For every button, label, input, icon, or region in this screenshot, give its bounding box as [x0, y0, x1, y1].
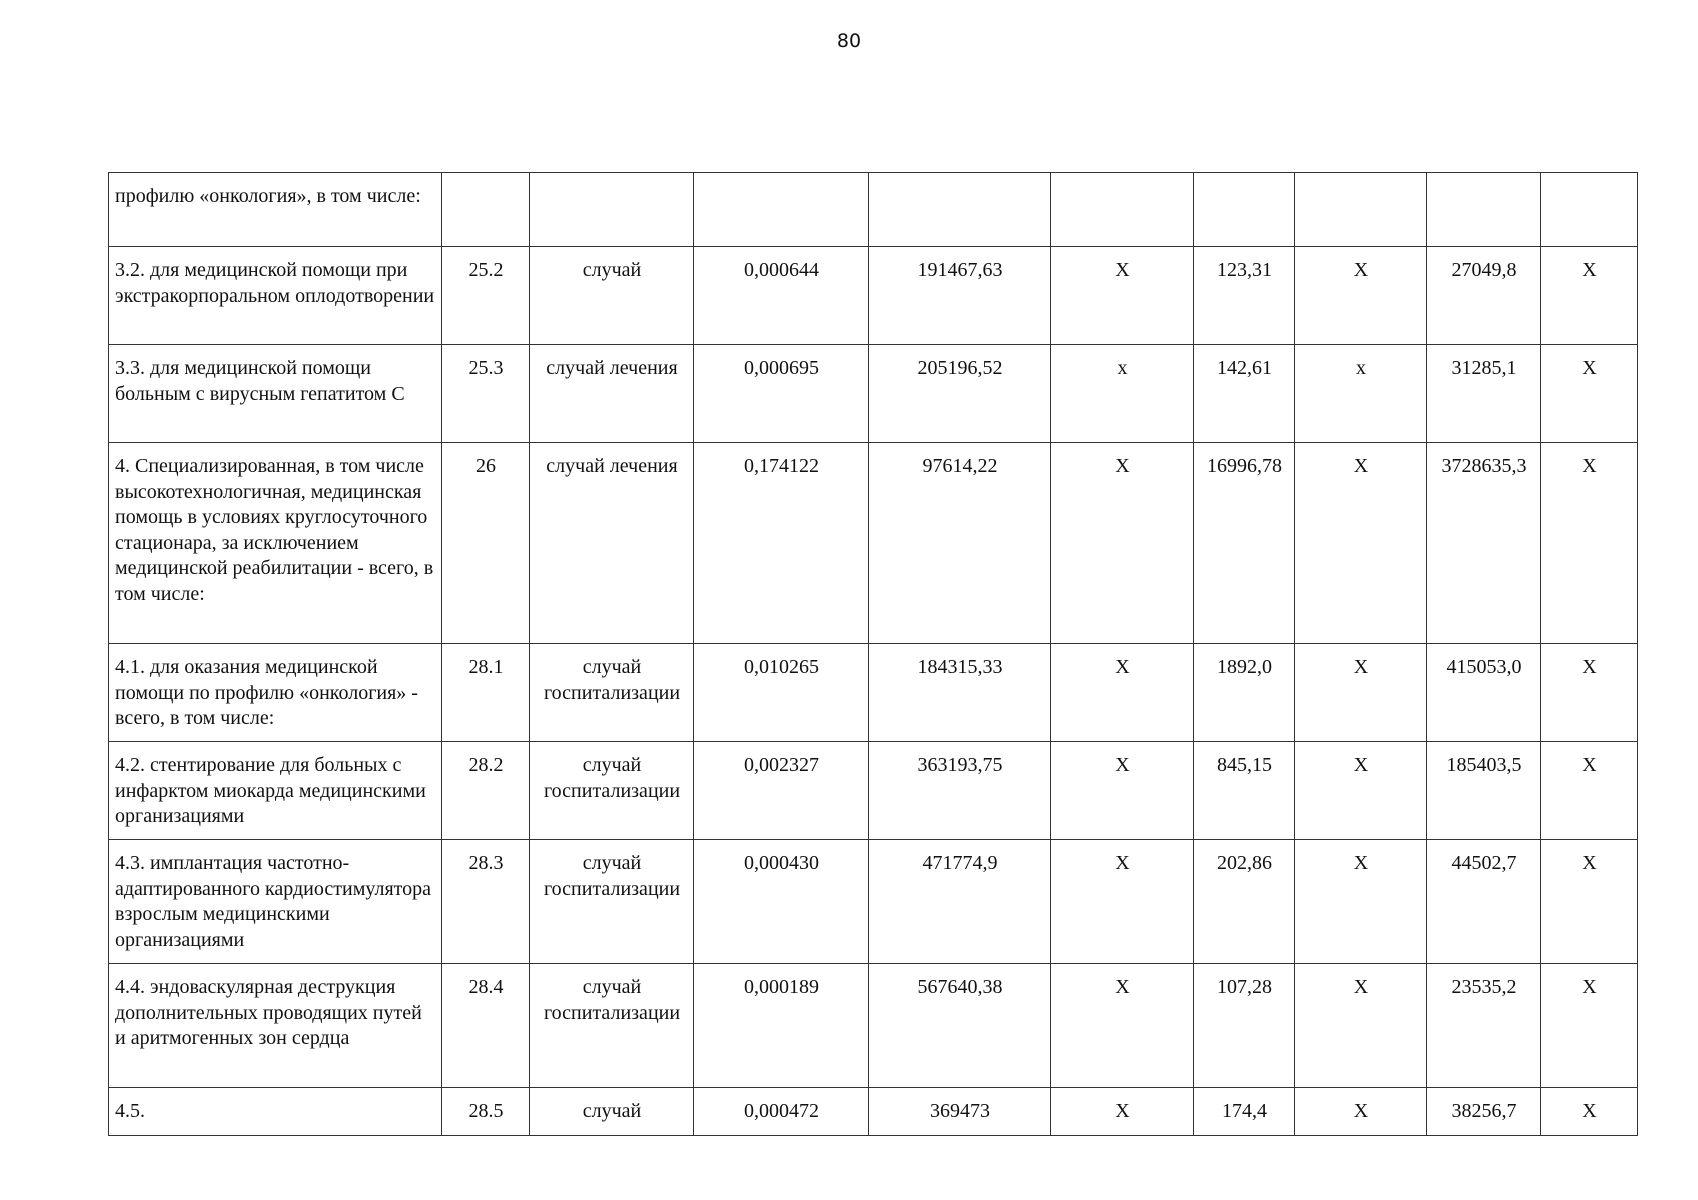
- row-description: 4.4. эндоваскулярная деструкция дополнительных проводящих путей и аритмогенных зон сердца: [109, 964, 442, 1088]
- row-norm: [694, 173, 869, 247]
- row-code: 28.2: [442, 742, 530, 840]
- row-code: 26: [442, 443, 530, 644]
- row-unit: случай госпитализации: [530, 964, 694, 1088]
- row-per-capita: [1194, 173, 1295, 247]
- row-description: 4.5.: [109, 1088, 442, 1136]
- row-x-mark: X: [1541, 840, 1638, 964]
- data-table: [108, 172, 1638, 1136]
- row-code: 28.4: [442, 964, 530, 1088]
- row-code: 28.3: [442, 840, 530, 964]
- row-x-mark: X: [1051, 742, 1194, 840]
- table-row: [109, 840, 1638, 964]
- row-cost: 205196,52: [869, 345, 1051, 443]
- row-x-mark: X: [1295, 1088, 1427, 1136]
- row-per-capita: 123,31: [1194, 247, 1295, 345]
- row-unit: случай лечения: [530, 443, 694, 644]
- row-cost: 567640,38: [869, 964, 1051, 1088]
- row-total: 3728635,3: [1427, 443, 1541, 644]
- page-number: 80: [836, 30, 862, 52]
- row-cost: 363193,75: [869, 742, 1051, 840]
- row-description: 4.3. имплантация частотно-адаптированного кардиостимулятора взрослым медицинскими организациями: [109, 840, 442, 964]
- row-unit: случай: [530, 1088, 694, 1136]
- row-x-mark: X: [1295, 443, 1427, 644]
- row-description: 4.1. для оказания медицинской помощи по профилю «онкология» - всего, в том числе:: [109, 644, 442, 742]
- row-description: 3.2. для медицинской помощи при экстракорпоральном оплодотворении: [109, 247, 442, 345]
- row-cost: 369473: [869, 1088, 1051, 1136]
- row-norm: 0,000189: [694, 964, 869, 1088]
- row-x-mark: X: [1541, 247, 1638, 345]
- row-cost: 191467,63: [869, 247, 1051, 345]
- row-x-mark: X: [1051, 964, 1194, 1088]
- row-unit: случай госпитализации: [530, 840, 694, 964]
- row-per-capita: 174,4: [1194, 1088, 1295, 1136]
- row-unit: случай госпитализации: [530, 644, 694, 742]
- row-x-mark: X: [1541, 443, 1638, 644]
- row-x-mark: X: [1295, 964, 1427, 1088]
- row-total: 44502,7: [1427, 840, 1541, 964]
- row-x-mark: X: [1541, 742, 1638, 840]
- row-description: 4. Специализированная, в том числе высокотехнологичная, медицинская помощь в условиях круглосуточного стационара, за исключением медицинской реабилитации - всего, в том числе:: [109, 443, 442, 644]
- table-row: [109, 247, 1638, 345]
- row-unit: случай госпитализации: [530, 742, 694, 840]
- row-description: профилю «онкология», в том числе:: [109, 173, 442, 247]
- row-cost: 184315,33: [869, 644, 1051, 742]
- row-total: 415053,0: [1427, 644, 1541, 742]
- row-norm: 0,000430: [694, 840, 869, 964]
- table-row: [109, 644, 1638, 742]
- row-total: 27049,8: [1427, 247, 1541, 345]
- row-per-capita: 202,86: [1194, 840, 1295, 964]
- row-norm: 0,010265: [694, 644, 869, 742]
- row-per-capita: 107,28: [1194, 964, 1295, 1088]
- row-total: [1427, 173, 1541, 247]
- row-x-mark: X: [1295, 840, 1427, 964]
- table-row: [109, 443, 1638, 644]
- row-x-mark: X: [1051, 443, 1194, 644]
- row-total: 23535,2: [1427, 964, 1541, 1088]
- row-x-mark: X: [1295, 742, 1427, 840]
- row-x-mark: X: [1051, 644, 1194, 742]
- table-row: [109, 1088, 1638, 1136]
- row-x-mark: X: [1541, 1088, 1638, 1136]
- row-cost: [869, 173, 1051, 247]
- table-row: [109, 173, 1638, 247]
- row-x-mark: X: [1051, 1088, 1194, 1136]
- row-per-capita: 16996,78: [1194, 443, 1295, 644]
- row-total: 185403,5: [1427, 742, 1541, 840]
- row-x-mark: x: [1051, 345, 1194, 443]
- row-cost: 471774,9: [869, 840, 1051, 964]
- row-x-mark: X: [1541, 964, 1638, 1088]
- row-unit: случай лечения: [530, 345, 694, 443]
- table-row: [109, 742, 1638, 840]
- row-unit: [530, 173, 694, 247]
- row-x-mark: X: [1051, 840, 1194, 964]
- row-unit: случай: [530, 247, 694, 345]
- row-x-mark: X: [1051, 247, 1194, 345]
- row-code: [442, 173, 530, 247]
- row-x-mark: X: [1541, 345, 1638, 443]
- table-row: [109, 964, 1638, 1088]
- row-description: 4.2. стентирование для больных с инфарктом миокарда медицинскими организациями: [109, 742, 442, 840]
- table-body: [109, 173, 1638, 1136]
- row-x-mark: x: [1295, 345, 1427, 443]
- row-code: 28.1: [442, 644, 530, 742]
- row-total: 38256,7: [1427, 1088, 1541, 1136]
- row-total: 31285,1: [1427, 345, 1541, 443]
- row-x-mark: X: [1541, 644, 1638, 742]
- row-cost: 97614,22: [869, 443, 1051, 644]
- row-norm: 0,174122: [694, 443, 869, 644]
- row-code: 25.2: [442, 247, 530, 345]
- row-norm: 0,000472: [694, 1088, 869, 1136]
- row-per-capita: 142,61: [1194, 345, 1295, 443]
- row-x-mark: X: [1295, 644, 1427, 742]
- row-x-mark: X: [1295, 247, 1427, 345]
- row-x-mark: [1295, 173, 1427, 247]
- row-description: 3.3. для медицинской помощи больным с вирусным гепатитом С: [109, 345, 442, 443]
- row-x-mark: [1051, 173, 1194, 247]
- row-norm: 0,000644: [694, 247, 869, 345]
- row-x-mark: [1541, 173, 1638, 247]
- row-code: 25.3: [442, 345, 530, 443]
- table-row: [109, 345, 1638, 443]
- row-norm: 0,000695: [694, 345, 869, 443]
- row-norm: 0,002327: [694, 742, 869, 840]
- row-code: 28.5: [442, 1088, 530, 1136]
- row-per-capita: 845,15: [1194, 742, 1295, 840]
- row-per-capita: 1892,0: [1194, 644, 1295, 742]
